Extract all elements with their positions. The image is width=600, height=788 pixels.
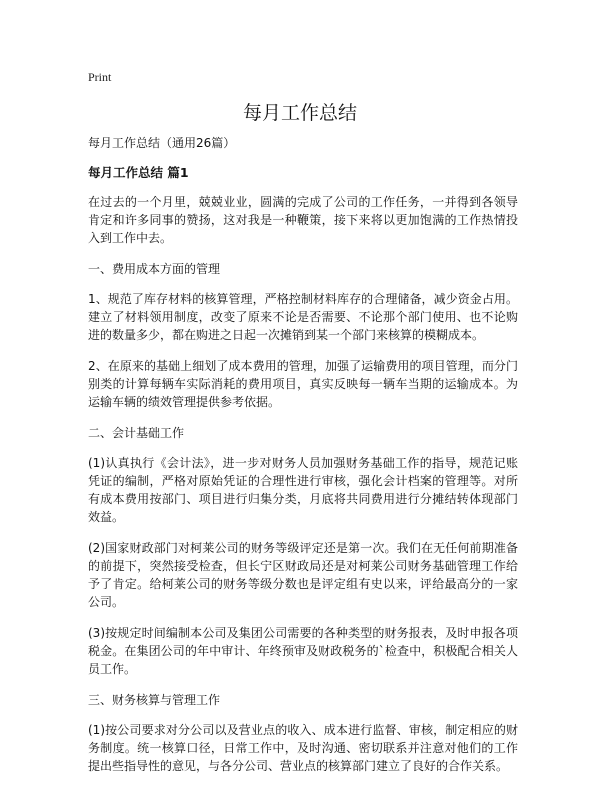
document-body bbox=[88, 134, 518, 788]
paragraph-transport-cost: 2、在原来的基础上细划了成本费用的管理，加强了运输费用的项目管理，而分门别类的计算每辆车实际消耗的费用项目，真实反映每一辆车当期的运输成本。为运输车辆的绩效管理提供参考依据。 bbox=[88, 359, 518, 409]
page-title: 每月工作总结 bbox=[242, 102, 357, 124]
heading-accounting-basics: 二、会计基础工作 bbox=[88, 426, 185, 440]
print-link[interactable]: Print bbox=[88, 70, 112, 84]
heading-finance-accounting: 三、财务核算与管理工作 bbox=[88, 693, 221, 707]
paragraph-reports: (3)按规定时间编制本公司及集团公司需要的各种类型的财务报表，及时申报各项税金。在集团公司的年中审计、年终预审及财政税务的`检查中，积极配合相关人员工作。 bbox=[88, 626, 518, 676]
heading-cost-management: 一、费用成本方面的管理 bbox=[88, 262, 221, 276]
paragraph-inventory: 1、规范了库存材料的核算管理，严格控制材料库存的合理储备，减少资金占用。建立了材料领用制度，改变了原来不论是否需要、不论那个部门使用、也不论购进的数量多少，都在购进之日起一次摊销到某一个部门来核算的模糊成本。 bbox=[88, 292, 518, 342]
paragraph-finance-rating: (2)国家财政部门对柯莱公司的财务等级评定还是第一次。我们在无任何前期准备的前提下，突然接受检查，但长宁区财政局还是对柯莱公司财务基础管理工作给予了肯定。给柯莱公司的财务等级分数也是评定组有史以来，评给最高分的一家公司。 bbox=[88, 541, 518, 609]
paragraph-intro: 在过去的一个月里，兢兢业业，圆满的完成了公司的工作任务，一并得到各领导肯定和许多同事的赞扬，这对我是一种鞭策，接下来将以更加饱满的工作热情投入到工作中去。 bbox=[88, 195, 518, 245]
section-title: 每月工作总结 篇1 bbox=[88, 165, 189, 180]
paragraph-accounting-law: (1)认真执行《会计法》，进一步对财务人员加强财务基础工作的指导，规范记账凭证的编制，严格对原始凭证的合理性进行审核，强化会计档案的管理等。对所有成本费用按部门、项目进行归集分类，月底将共同费用进行分摊结转体现部门效益。 bbox=[88, 456, 518, 524]
document-subtitle: 每月工作总结（通用26篇） bbox=[88, 136, 236, 150]
paragraph-branch-supervision: (1)按公司要求对分公司以及营业点的收入、成本进行监督、审核，制定相应的财务制度。统一核算口径，日常工作中，及时沟通、密切联系并注意对他们的工作提出些指导性的意见，与各分公司、营业点的核算部门建立了良好的合作关系。 bbox=[88, 723, 518, 773]
